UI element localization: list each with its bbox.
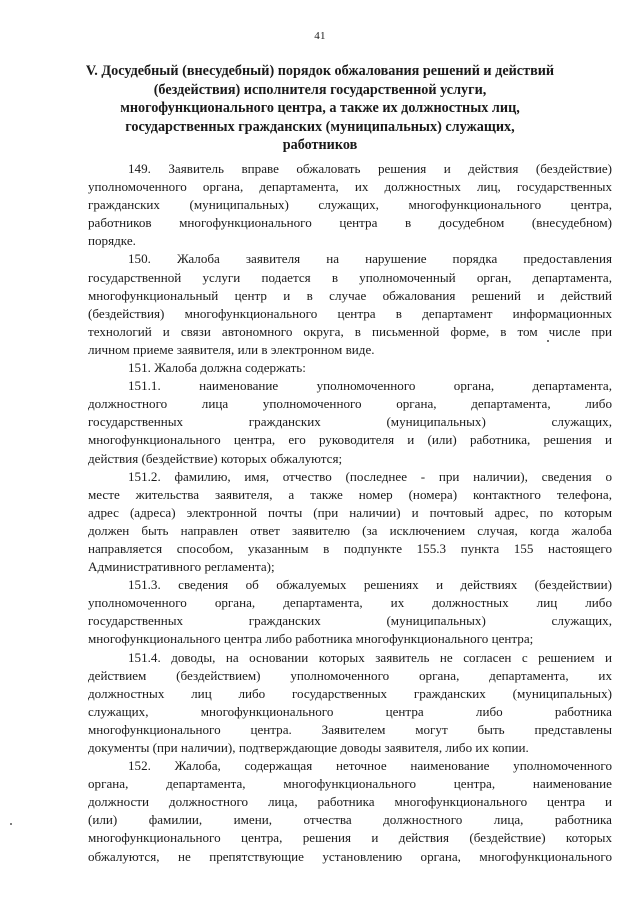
text-line: должностных лиц либо государственных гражданских (муниципальных) — [88, 685, 612, 701]
paragraph-150 — [88, 250, 612, 359]
paragraph-151-3 — [88, 576, 612, 648]
text-line: (бездействия) многофункционального центра в департамент информационных — [88, 305, 612, 321]
text-line: 151. Жалоба должна содержать: — [128, 360, 306, 376]
text-line: гражданских (муниципальных) служащих, многофункционального центра, — [88, 197, 612, 213]
scan-speck — [547, 340, 549, 342]
text-line: действием (бездействием) уполномоченного органа, департамента, их — [88, 667, 612, 683]
paragraph-152 — [88, 757, 612, 866]
text-line: служащих, многофункционального центра либо работника — [88, 703, 612, 719]
text-line: должности должностного лица, работника многофункционального центра и — [88, 794, 612, 810]
text-line: 151.4. доводы, на основании которых заявитель не согласен с решением и — [128, 649, 612, 665]
heading-line: государственных гражданских (муниципальных) служащих, — [125, 118, 515, 135]
heading-line: многофункционального центра, а также их должностных лиц, — [120, 100, 520, 117]
text-line: должностного лица уполномоченного органа, департамента, либо — [88, 396, 612, 412]
heading-line: работников — [282, 137, 358, 154]
text-line: многофункционального центра, его руководителя и (или) работника, решения и — [88, 432, 612, 448]
text-line: государственных гражданских (муниципальных) служащих, — [88, 613, 612, 629]
paragraph-151-2 — [88, 468, 612, 577]
text-line: 152. Жалоба, содержащая неточное наименование уполномоченного — [128, 758, 612, 774]
text-line: многофункционального центра. Заявителем могут быть представлены — [88, 721, 612, 737]
text-line: действия (бездействие) которых обжалуются; — [88, 450, 343, 466]
text-line: (или) фамилии, имени, отчества должностного лица, работника — [88, 812, 612, 828]
paragraph-151 — [88, 359, 612, 377]
text-line: многофункционального центра либо работника многофункционального центра; — [88, 631, 534, 647]
text-line: органа, департамента, многофункционального центра, наименование — [88, 776, 612, 792]
section-heading — [80, 62, 560, 155]
text-line: документы (при наличии), подтверждающие доводы заявителя, либо их копии. — [88, 740, 529, 755]
text-line: направляется способом, указанным в подпункте 155.3 пункта 155 настоящего — [88, 540, 612, 556]
text-line: месте жительства заявителя, а также номер (номера) контактного телефона, — [88, 486, 612, 502]
text-line: технологий и связи автономного округа, в письменной форме, в том числе при — [88, 323, 612, 339]
text-line: 151.2. фамилию, имя, отчество (последнее - при наличии), сведения о — [128, 468, 612, 484]
text-line: многофункциональный центр и в случае обжалования решений и действий — [88, 287, 612, 303]
text-line: обжалуются, не препятствующие установлению органа, многофункционального — [88, 848, 612, 864]
body-text — [88, 160, 612, 866]
text-line: личном приеме заявителя, или в электронном виде. — [88, 341, 375, 357]
heading-line: (бездействия) исполнителя государственной услуги, — [153, 81, 487, 98]
text-line: 151.1. наименование уполномоченного органа, департамента, — [128, 378, 612, 394]
text-line: работников многофункционального центра в досудебном (внесудебном) — [88, 215, 612, 231]
paragraph-149 — [88, 160, 612, 250]
text-line: многофункционального центра, решения и действия (бездействие) которых — [88, 830, 612, 846]
text-line: 150. Жалоба заявителя на нарушение порядка предоставления — [128, 251, 612, 267]
text-line: Административного регламента); — [88, 559, 275, 575]
text-line: порядке. — [88, 233, 136, 249]
paragraph-151-1 — [88, 377, 612, 467]
text-line: уполномоченного органа, департамента, их должностных лиц либо — [88, 595, 612, 611]
paragraph-151-4 — [88, 649, 612, 758]
text-line: уполномоченного органа, департамента, их должностных лиц, государственных — [88, 179, 612, 195]
text-line: государственной услуги подается в уполномоченный орган, департамента, — [88, 269, 612, 285]
page-number: 41 — [314, 30, 326, 42]
text-line: адрес (адреса) электронной почты (при наличии) и почтовый адрес, по которым — [88, 504, 612, 520]
text-line: 151.3. сведения об обжалуемых решениях и действиях (бездействии) — [128, 577, 612, 593]
text-line: должен быть направлен ответ заявителю (за исключением случая, когда жалоба — [88, 522, 612, 538]
text-line: 149. Заявитель вправе обжаловать решения и действия (бездействие) — [128, 161, 612, 176]
heading-line: V. Досудебный (внесудебный) порядок обжалования решений и действий — [85, 63, 555, 79]
text-line: государственных гражданских (муниципальных) служащих, — [88, 414, 612, 430]
margin-mark — [10, 823, 12, 825]
